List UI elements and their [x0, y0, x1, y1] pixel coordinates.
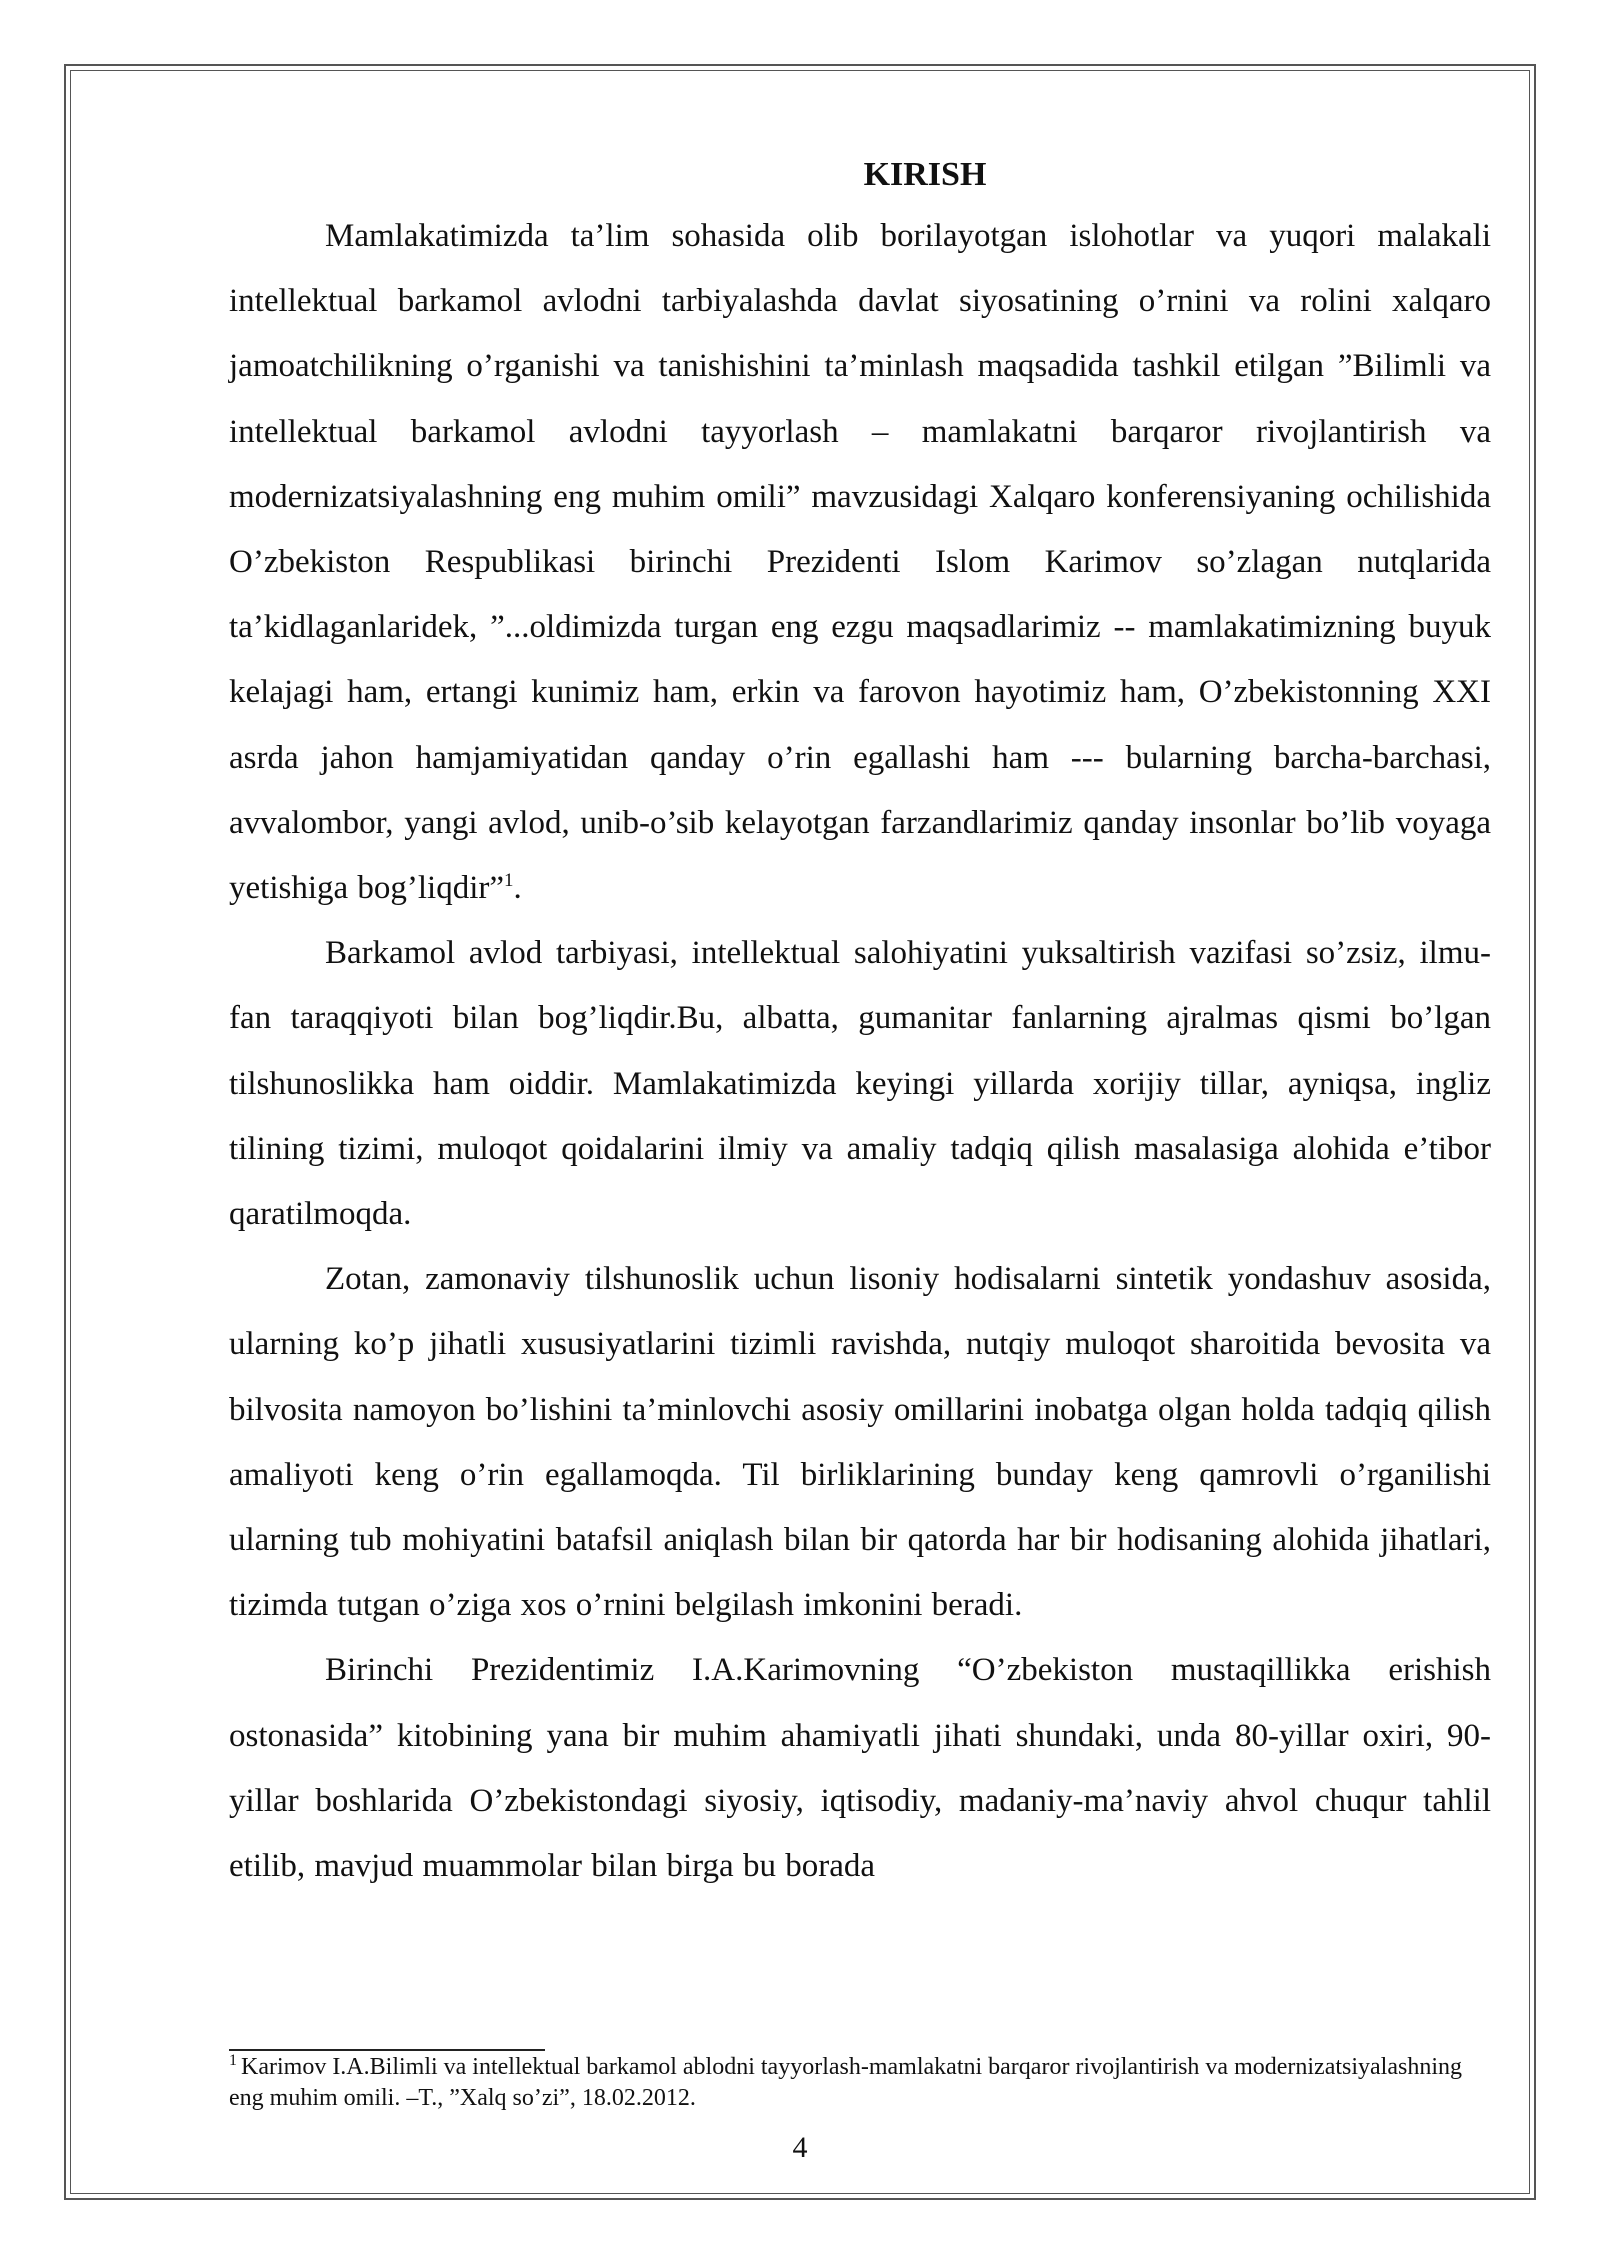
footnote-text: Karimov I.A.Bilimli va intellektual barkamol ablodni tayyorlash-mamlakatni barqaror rivojlantirish va modernizatsiyalashning eng muhim omili. –T., ”Xalq so’zi”, 18.02.2012.: [229, 2054, 1463, 2111]
paragraph-3: Zotan, zamonaviy tilshunoslik uchun lisoniy hodisalarni sintetik yondashuv asosida, ularning ko’p jihatli xususiyatlarini tizimli ravishda, nutqiy muloqot sharoitida bevosita va bilvosita namoyon bo’lishini ta’minlovchi asosiy omillarini inobatga olgan holda tadqiq qilish amaliyoti keng o’rin egallamoqda. Til birliklarining bunday keng qamrovli o’rganilishi ularning tub mohiyatini batafsil aniqlash bilan bir qatorda har bir hodisaning alohida jihatlari, tizimda tutgan o’ziga xos o’rnini belgilash imkonini beradi.: [229, 1261, 1491, 1624]
paragraph-2: Barkamol avlod tarbiyasi, intellektual salohiyatini yuksaltirish vazifasi so’zsiz, ilmu-fan taraqqiyoti bilan bog’liqdir.Bu, albatta, gumanitar fanlarning ajralmas qismi bo’lgan tilshunoslikka ham oiddir. Mamlakatimizda keyingi yillarda xorijiy tillar, ayniqsa, ingliz tilining tizimi, muloqot qoidalarini ilmiy va amaliy tadqiq qilish masalasiga alohida e’tibor qaratilmoqda.: [229, 935, 1491, 1233]
paragraph-1-tail: .: [513, 870, 522, 907]
footnote-number: 1: [229, 2052, 237, 2069]
paragraph-1-text: Mamlakatimizda ta’lim sohasida olib borilayotgan islohotlar va yuqori malakali intellektual barkamol avlodni tarbiyalashda davlat siyosatining o’rnini va rolini xalqaro jamoatchilikning o’rganishi va tanishishini ta’minlash maqsadida tashkil etilgan ”Bilimli va intellektual barkamol avlodni tayyorlash – mamlakatni barqaror rivojlantirish va modernizatsiyalashning eng muhim omili” mavzusidagi Xalqaro konferensiyaning ochilishida O’zbekiston Respublikasi birinchi Prezidenti Islom Karimov so’zlagan nutqlarida ta’kidlaganlaridek, ”...oldimizda turgan eng ezgu maqsadlarimiz -- mamlakatimizning buyuk kelajagi ham, ertangi kunimiz ham, erkin va farovon hayotimiz ham, O’zbekistonning XXI asrda jahon hamjamiyatidan qanday o’rin egallashi ham --- bularning barcha-barchasi, avvalombor, yangi avlod, unib-o’sib kelayotgan farzandlarimiz qanday insonlar bo’lib voyaga yetishiga bog’liqdir”: [229, 218, 1491, 907]
paragraph-1: [229, 204, 1491, 921]
document-heading: KIRISH: [863, 156, 987, 193]
document-body: [229, 146, 1491, 1899]
paragraph-4: Birinchi Prezidentimiz I.A.Karimovning “O’zbekiston mustaqillikka erishish ostonasida” kitobining yana bir muhim ahamiyatli jihati shundaki, unda 80-yillar oxiri, 90-yillar boshlarida O’zbekistondagi siyosiy, iqtisodiy, madaniy-ma’naviy ahvol chuqur tahlil etilib, mavjud muammolar bilan birga bu borada: [229, 1652, 1491, 1885]
footnote-separator: [229, 2049, 545, 2051]
footnote: [229, 2052, 1491, 2114]
footnote-reference[interactable]: 1: [504, 870, 514, 892]
page-number: 4: [792, 2131, 808, 2164]
